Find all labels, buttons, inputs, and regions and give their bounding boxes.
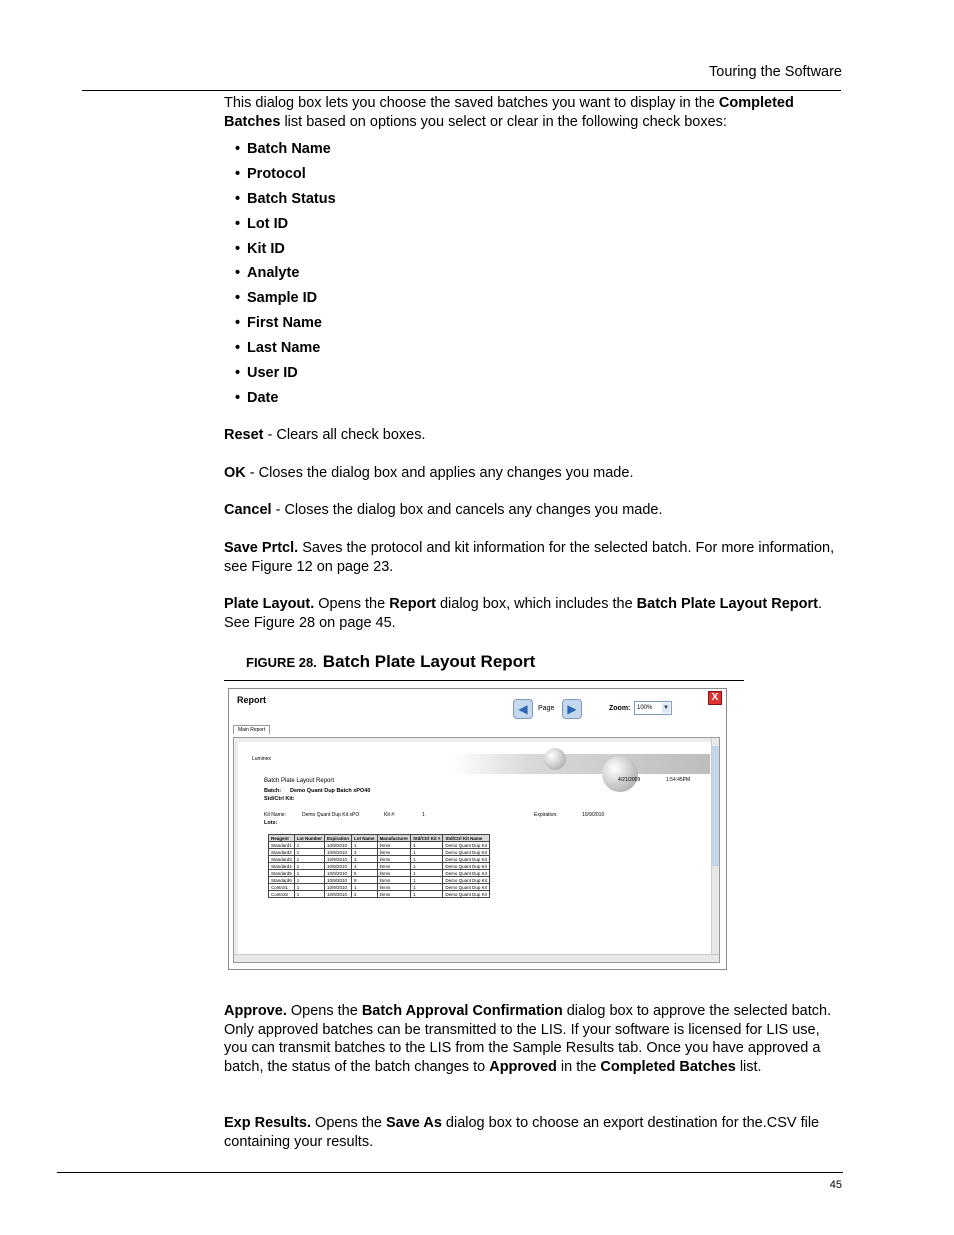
exp-results-text-1: Opens the — [311, 1115, 386, 1131]
batch-value: Demo Quant Dup Batch xPO40 — [290, 788, 371, 794]
table-cell: lmms — [377, 849, 411, 856]
list-item: • First Name — [235, 314, 336, 339]
page-number: 45 — [829, 1179, 842, 1191]
report-page — [238, 742, 712, 958]
kit-name-value: Demo Quant Dup Kit xPO — [302, 812, 360, 818]
zoom-select[interactable] — [634, 701, 672, 715]
table-cell: Demo Quant Dup Kit — [443, 856, 490, 863]
table-cell: 3 — [352, 856, 378, 863]
table-cell: 1 — [411, 877, 443, 884]
table-cell: 10/9/2010 — [325, 877, 352, 884]
running-header: Touring the Software — [709, 64, 842, 80]
page-label: Page — [538, 705, 555, 712]
decorative-sphere — [544, 748, 566, 770]
table-cell: Demo Quant Dup Kit — [443, 849, 490, 856]
list-item: • Kit ID — [235, 240, 336, 265]
table-cell: Standard4 — [269, 863, 295, 870]
table-cell: lmms — [377, 891, 411, 898]
table-cell: 1 — [411, 884, 443, 891]
table-row — [269, 870, 490, 877]
approve-text-4: list. — [735, 1059, 762, 1076]
table-cell: 5 — [352, 870, 378, 877]
table-cell: 1 — [294, 856, 324, 863]
arrow-right-icon[interactable]: ▶ — [562, 699, 582, 719]
list-item: • Lot ID — [235, 215, 336, 240]
exp-results-bold-1: Save As — [386, 1115, 442, 1131]
report-time: 1:54:45PM — [666, 777, 691, 783]
table-cell: 9 — [352, 877, 378, 884]
table-row — [269, 884, 490, 891]
list-item: • Protocol — [235, 165, 336, 190]
header-banner — [452, 754, 710, 774]
report-viewer[interactable] — [233, 737, 720, 963]
exp-results-text-2: dialog box to choose an export destination for the.CSV file containing your results. — [224, 1115, 820, 1150]
approve-bold-1: Batch Approval Confirmation — [361, 1003, 563, 1019]
exp-results-description — [224, 1114, 844, 1151]
intro-paragraph — [224, 94, 844, 131]
table-row — [269, 849, 490, 856]
approve-bold-2: Approved — [489, 1059, 557, 1076]
intro-text-2: list based on options you select or clear in the following check boxes: — [280, 113, 727, 130]
intro-bold-1: Completed Batches — [224, 95, 794, 130]
plate-layout-bold-2: Batch Plate Layout Report — [636, 596, 818, 612]
table-cell: 10/9/2010 — [325, 884, 352, 891]
ok-description — [224, 464, 844, 483]
table-cell: 1 — [294, 863, 324, 870]
column-header: Manufacturer — [377, 835, 411, 842]
intro-text-1: This dialog box lets you choose the saved batches you want to display in the — [224, 95, 719, 111]
company-name: Luminex — [252, 756, 271, 762]
table-cell: lmms — [377, 863, 411, 870]
table-cell: 1 — [411, 842, 443, 849]
close-icon[interactable]: X — [708, 691, 722, 705]
table-cell: Standard6 — [269, 877, 295, 884]
table-cell: 10/9/2010 — [325, 891, 352, 898]
table-cell: Standard5 — [269, 870, 295, 877]
plate-layout-description — [224, 595, 844, 632]
decorative-sphere — [602, 756, 641, 792]
table-cell: 1 — [294, 870, 324, 877]
cancel-description — [224, 501, 844, 520]
column-header: Reagent — [269, 835, 295, 842]
list-item: • Date — [235, 389, 336, 414]
plate-layout-text-2: dialog box, which includes the — [435, 596, 637, 612]
table-cell: 1 — [294, 877, 324, 884]
table-cell: 10/9/2010 — [325, 856, 352, 863]
expiration-label: Expiration: — [534, 812, 558, 818]
table-cell: lmms — [377, 877, 411, 884]
table-cell: Demo Quant Dup Kit — [443, 891, 490, 898]
table-cell: Control1 — [269, 884, 295, 891]
column-header: Std/Ctrl Kit # — [411, 835, 443, 842]
table-cell: 1 — [294, 891, 324, 898]
table-cell: 3 — [352, 849, 378, 856]
table-header-row — [269, 835, 490, 842]
table-row — [269, 891, 490, 898]
plate-layout-bold-1: Report — [389, 596, 436, 612]
lots-table — [268, 834, 490, 898]
table-cell: Demo Quant Dup Kit — [443, 842, 490, 849]
footer-rule — [57, 1172, 843, 1173]
approve-description — [224, 1002, 844, 1077]
ok-text: - Closes the dialog box and applies any changes you made. — [245, 465, 634, 481]
column-header: Expiration — [325, 835, 352, 842]
table-cell: Control2 — [269, 891, 295, 898]
figure-rule — [224, 680, 744, 681]
cancel-label: Cancel — [224, 502, 272, 518]
table-row — [269, 842, 490, 849]
column-header: Std/Ctrl Kit Name — [443, 835, 490, 842]
plate-layout-label: Plate Layout. — [224, 596, 315, 612]
save-prtcl-text: Saves the protocol and kit information for the selected batch. For more information, see Figure 12 on page 23. — [224, 540, 835, 575]
table-cell: 10/9/2010 — [325, 849, 352, 856]
figure-caption — [246, 652, 535, 672]
table-cell: Standard1 — [269, 842, 295, 849]
table-cell: 10/9/2010 — [325, 870, 352, 877]
list-item: • User ID — [235, 364, 336, 389]
figure-number: FIGURE 28. — [246, 655, 317, 670]
reset-text: - Clears all check boxes. — [263, 427, 426, 443]
checkbox-options-list — [235, 140, 336, 414]
table-cell: 4 — [352, 863, 378, 870]
cancel-text: - Closes the dialog box and cancels any changes you made. — [271, 502, 663, 518]
reset-label: Reset — [224, 427, 264, 443]
column-header: Lot Number — [294, 835, 324, 842]
table-cell: Demo Quant Dup Kit — [443, 884, 490, 891]
arrow-left-icon[interactable]: ◀ — [513, 699, 533, 719]
table-cell: Standard3 — [269, 856, 295, 863]
chevron-down-icon[interactable]: ▼ — [663, 705, 669, 711]
ok-label: OK — [224, 465, 246, 481]
table-cell: 1 — [352, 842, 378, 849]
save-prtcl-description — [224, 539, 844, 576]
table-cell: 1 — [352, 884, 378, 891]
table-cell: lmms — [377, 884, 411, 891]
table-cell: 10/9/2010 — [325, 842, 352, 849]
lots-label: Lots: — [264, 820, 278, 826]
table-row — [269, 877, 490, 884]
list-item: • Batch Status — [235, 190, 336, 215]
approve-text-2: dialog box to approve the selected batch. Only approved batches can be transmitted to the LIS. If your software is licensed for LIS use, you can transmit batches to the LIS from the Sample Results tab. Once you have approved a batch, the status of the batch changes to — [224, 1003, 832, 1076]
table-cell: 1 — [411, 856, 443, 863]
approve-text-3: in the — [556, 1059, 601, 1076]
kit-number-label: Kit #: — [384, 812, 396, 818]
list-item: • Analyte — [235, 264, 336, 289]
table-cell: Demo Quant Dup Kit — [443, 870, 490, 877]
table-cell: 1 — [294, 849, 324, 856]
table-cell: lmms — [377, 870, 411, 877]
expiration-value: 10/9/2010 — [582, 812, 605, 818]
report-dialog-title: Report — [237, 695, 266, 705]
table-cell: 2 — [352, 891, 378, 898]
horizontal-scrollbar[interactable] — [234, 954, 719, 962]
table-cell: 1 — [411, 870, 443, 877]
header-rule — [82, 90, 841, 91]
approve-bold-3: Completed Batches — [600, 1059, 736, 1076]
zoom-label: Zoom: — [609, 705, 631, 712]
kit-name-label: Kit Name: — [264, 812, 286, 818]
report-title: Batch Plate Layout Report — [264, 778, 335, 784]
vertical-scrollbar[interactable] — [711, 738, 719, 962]
zoom-value: 100% — [637, 705, 653, 711]
table-cell: 1 — [411, 863, 443, 870]
figure-title: Batch Plate Layout Report — [322, 652, 536, 671]
exp-results-label: Exp Results. — [224, 1115, 312, 1131]
table-cell: Standard2 — [269, 849, 295, 856]
scrollbar-thumb[interactable] — [712, 746, 719, 866]
table-cell: Demo Quant Dup Kit — [443, 863, 490, 870]
table-cell: lmms — [377, 856, 411, 863]
table-cell: 1 — [294, 884, 324, 891]
column-header: Lot Name — [352, 835, 378, 842]
kit-number-value: 1 — [422, 812, 425, 818]
plate-layout-text-1: Opens the — [314, 596, 390, 612]
table-cell: 1 — [294, 842, 324, 849]
batch-label: Batch: — [264, 788, 282, 794]
list-item: • Last Name — [235, 339, 336, 364]
reset-description — [224, 426, 844, 445]
report-dialog-screenshot — [228, 688, 727, 970]
std-ctrl-kit-label: Std/Ctrl Kit: — [264, 796, 295, 802]
approve-label: Approve. — [224, 1003, 287, 1019]
lots-table-body — [269, 842, 490, 898]
list-item: • Sample ID — [235, 289, 336, 314]
table-cell: 1 — [411, 891, 443, 898]
table-cell: lmms — [377, 842, 411, 849]
tab-main-report[interactable]: Main Report — [233, 725, 270, 734]
plate-layout-text-3: . See Figure 28 on page 45. — [224, 596, 822, 631]
table-row — [269, 863, 490, 870]
table-cell: 1 — [411, 849, 443, 856]
approve-text-1: Opens the — [286, 1003, 362, 1019]
save-prtcl-label: Save Prtcl. — [224, 540, 299, 556]
report-date: 4/21/2009 — [618, 777, 641, 783]
table-cell: 10/9/2010 — [325, 863, 352, 870]
table-cell: Demo Quant Dup Kit — [443, 877, 490, 884]
list-item: • Batch Name — [235, 140, 336, 165]
table-row — [269, 856, 490, 863]
